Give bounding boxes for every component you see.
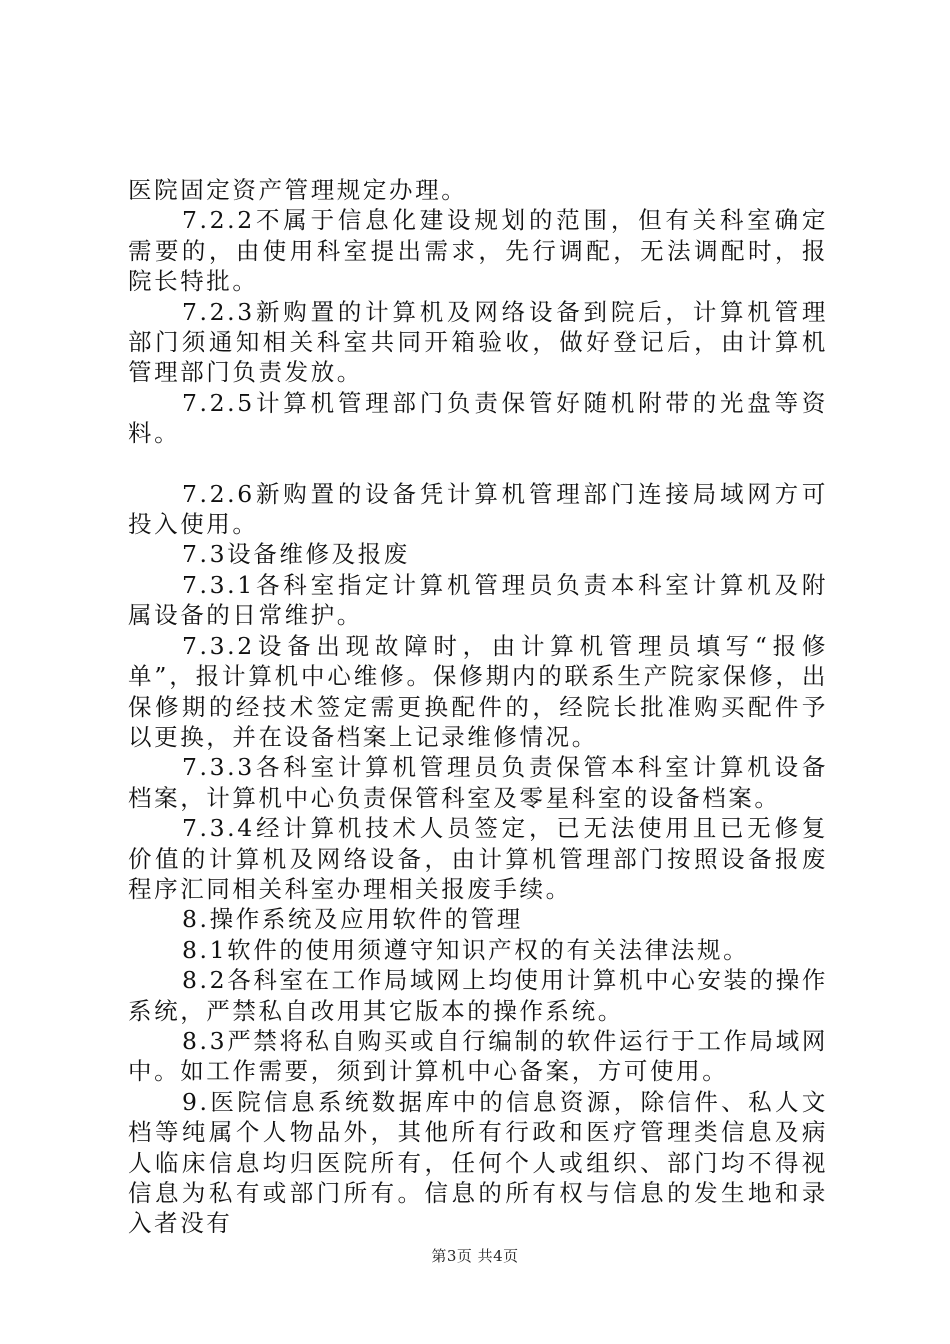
paragraph-continuation: 医院固定资产管理规定办理。 [128, 176, 468, 204]
document-body [128, 175, 828, 1239]
section-heading-7-3: 7.3设备维修及报废 [182, 540, 410, 569]
paragraph-7-2-3: 7.2.3新购置的计算机及网络设备到院后，计算机管理部门须通知相关科室共同开箱验收，做好登记后，由计算机管理部门负责发放。 [128, 297, 828, 387]
paragraph-gap [128, 449, 828, 479]
paragraph-8-1: 8.1软件的使用须遵守知识产权的有关法律法规。 [182, 935, 750, 964]
paragraph-8-3: 8.3严禁将私自购买或自行编制的软件运行于工作局域网中。如工作需要，须到计算机中心备案，方可使用。 [128, 1026, 828, 1086]
paragraph-7-3-2: 7.3.2设备出现故障时，由计算机管理员填写“报修单”，报计算机中心维修。保修期内的联系生产院家保修，出保修期的经技术签定需更换配件的，经院长批准购买配件予以更换，并在设备档案上记录维修情况。 [128, 631, 828, 751]
paragraph-7-3-4: 7.3.4经计算机技术人员签定，已无法使用且已无修复价值的计算机及网络设备，由计算机管理部门按照设备报废程序汇同相关科室办理相关报废手续。 [128, 814, 828, 903]
page-number-footer: 第3页 共4页 [431, 1247, 519, 1265]
paragraph-7-2-6: 7.2.6新购置的设备凭计算机管理部门连接局域网方可投入使用。 [128, 479, 828, 539]
paragraph-7-2-5: 7.2.5计算机管理部门负责保管好随机附带的光盘等资料。 [128, 388, 828, 448]
paragraph-8-2: 8.2各科室在工作局域网上均使用计算机中心安装的操作系统，严禁私自改用其它版本的操作系统。 [128, 966, 828, 1025]
paragraph-9: 9.医院信息系统数据库中的信息资源，除信件、私人文档等纯属个人物品外，其他所有行政和医疗管理类信息及病人临床信息均归医院所有，任何个人或组织、部门均不得视信息为私有或部门所有。信息的所有权与信息的发生地和录入者没有 [128, 1087, 828, 1238]
section-heading-8: 8.操作系统及应用软件的管理 [182, 905, 523, 934]
paragraph-7-2-2: 7.2.2不属于信息化建设规划的范围，但有关科室确定需要的，由使用科室提出需求，先行调配，无法调配时，报院长特批。 [128, 206, 828, 296]
paragraph-7-3-1: 7.3.1各科室指定计算机管理员负责本科室计算机及附属设备的日常维护。 [128, 570, 828, 630]
paragraph-7-3-3: 7.3.3各科室计算机管理员负责保管本科室计算机设备档案，计算机中心负责保管科室及零星科室的设备档案。 [128, 753, 828, 812]
